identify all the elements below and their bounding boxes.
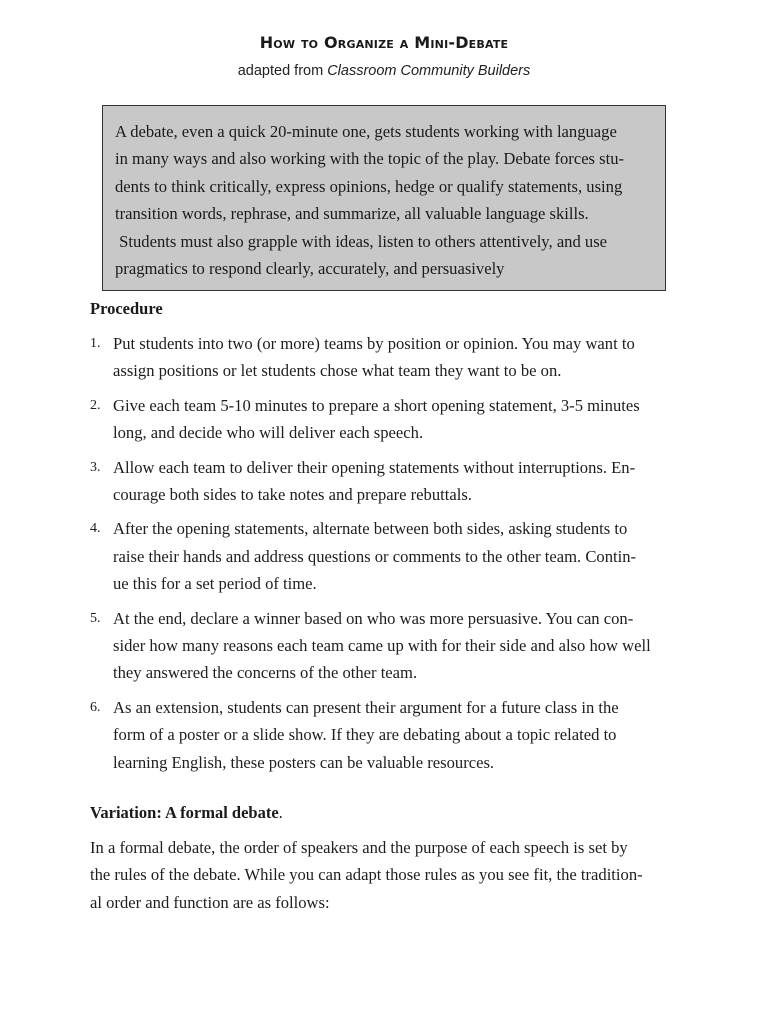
- variation-text-line: al order and function are as follows:: [90, 892, 330, 912]
- procedure-step: [90, 515, 680, 597]
- variation-heading-period: .: [278, 803, 283, 822]
- subtitle-prefix: adapted from: [237, 63, 328, 79]
- step-text-line: As an extension, students can present their argument for a future class in the: [113, 697, 619, 717]
- intro-callout-box: [102, 105, 666, 291]
- procedure-step: [90, 694, 680, 776]
- procedure-heading: Procedure: [90, 299, 163, 318]
- step-text-line: ue this for a set period of time.: [113, 574, 317, 594]
- step-number: 4.: [90, 521, 101, 537]
- intro-line: in many ways and also working with the topic of the play. Debate forces stu-: [115, 149, 625, 169]
- step-text-line: raise their hands and address questions or comments to the other team. Contin-: [113, 546, 637, 566]
- procedure-step: [90, 605, 680, 687]
- intro-line: dents to think critically, express opinions, hedge or qualify statements, using: [115, 176, 623, 196]
- step-text-line: form of a poster or a slide show. If they are debating about a topic related to: [113, 725, 617, 745]
- step-text-line: At the end, declare a winner based on who was more persuasive. You can con-: [113, 608, 634, 628]
- step-text-line: courage both sides to take notes and prepare rebuttals.: [113, 485, 472, 505]
- step-text-line: Allow each team to deliver their opening statements without interruptions. En-: [113, 457, 636, 477]
- step-text-line: assign positions or let students chose what team they want to be on.: [113, 361, 562, 381]
- step-text-line: After the opening statements, alternate between both sides, asking students to: [113, 519, 628, 539]
- intro-line: A debate, even a quick 20-minute one, gets students working with language: [115, 122, 617, 141]
- step-text-line: Put students into two (or more) teams by position or opinion. You may want to: [113, 334, 635, 353]
- step-number: 6.: [90, 699, 101, 715]
- variation-heading-text: Variation: A formal debate: [90, 803, 279, 822]
- intro-line: Students must also grapple with ideas, listen to others attentively, and use: [115, 231, 608, 251]
- step-number: 2.: [90, 397, 101, 413]
- step-text-line: long, and decide who will deliver each speech.: [113, 423, 424, 443]
- step-text-line: sider how many reasons each team came up with for their side and also how well: [113, 636, 651, 656]
- procedure-step: [90, 454, 680, 509]
- variation-text-line: In a formal debate, the order of speakers and the purpose of each speech is set by: [90, 838, 628, 857]
- step-text-line: learning English, these posters can be valuable resources.: [113, 752, 495, 772]
- procedure-step: [90, 392, 680, 447]
- intro-line: transition words, rephrase, and summarize, all valuable language skills.: [115, 204, 589, 224]
- variation-paragraph: [90, 834, 690, 916]
- step-number: 1.: [90, 336, 101, 351]
- step-text-line: they answered the concerns of the other team.: [113, 663, 418, 683]
- procedure-step: [90, 330, 680, 385]
- intro-line: pragmatics to respond clearly, accurately, and persuasively: [115, 259, 505, 279]
- step-number: 5.: [90, 610, 101, 626]
- page-subtitle: [0, 63, 768, 79]
- variation-text-line: the rules of the debate. While you can adapt those rules as you see fit, the tradition-: [90, 865, 643, 885]
- procedure-steps-list: [90, 330, 680, 783]
- subtitle-book-title: Classroom Community Builders: [327, 63, 531, 79]
- step-text-line: Give each team 5-10 minutes to prepare a short opening statement, 3-5 minutes: [113, 395, 640, 415]
- step-number: 3.: [90, 459, 101, 475]
- page-title: How to Organize a Mini-Debate: [259, 33, 509, 52]
- variation-heading: [90, 803, 283, 823]
